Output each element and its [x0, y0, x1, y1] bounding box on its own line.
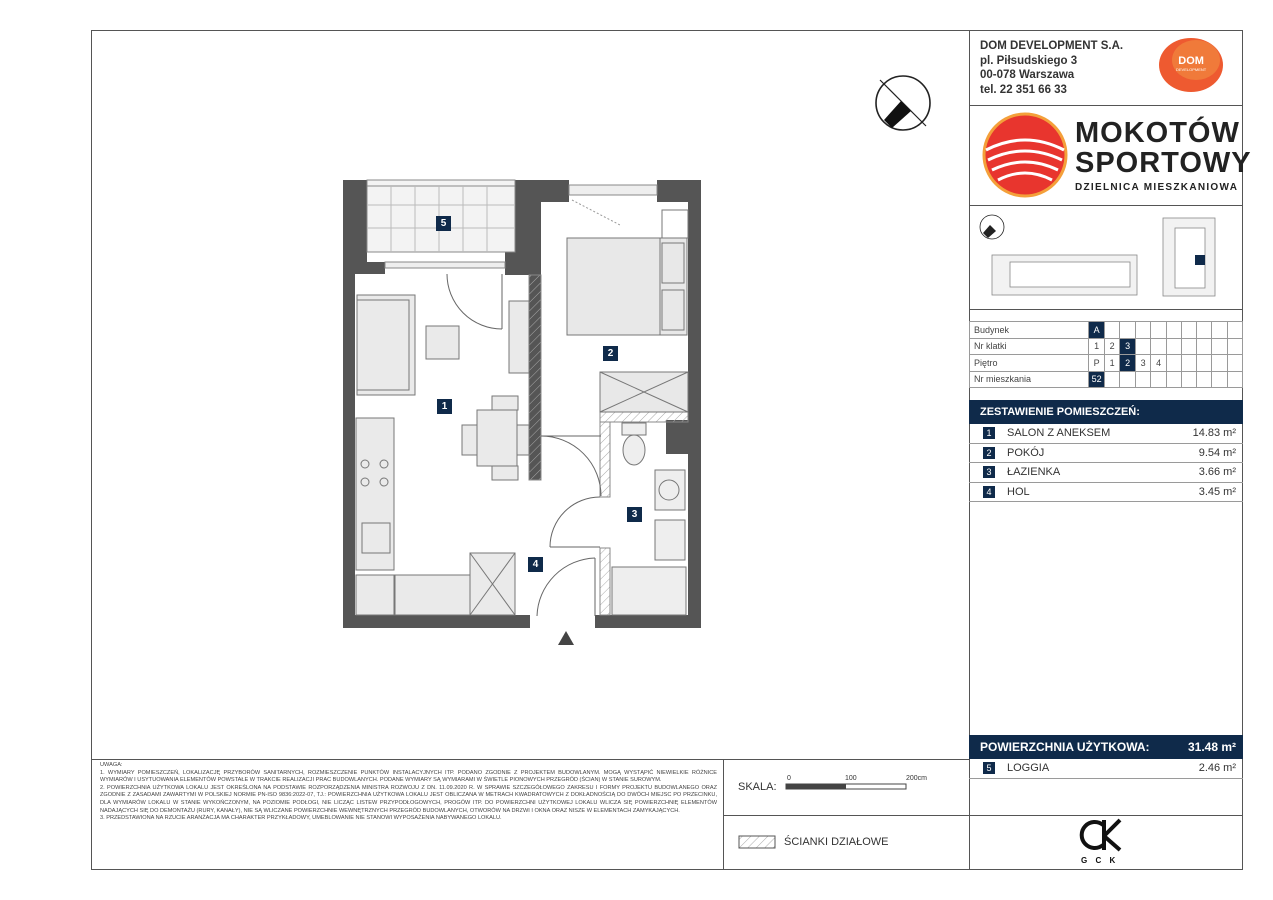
furniture	[356, 295, 529, 615]
entrance-arrow-icon	[558, 631, 574, 645]
total-area: POWIERZCHNIA UŻYTKOWA: 31.48 m²	[969, 735, 1243, 759]
partition-wall	[600, 412, 688, 422]
scale-tick-200: 200cm	[906, 775, 928, 782]
scale-tick-0: 0	[787, 775, 791, 782]
compass-icon	[876, 76, 930, 130]
partition-wall	[600, 422, 610, 497]
legend-hatch	[739, 836, 775, 848]
company-info	[980, 39, 1123, 97]
plan-label-5: 5	[436, 216, 451, 231]
company-address: pl. Piłsudskiego 3	[980, 54, 1078, 67]
plan-label-4: 4	[528, 557, 543, 572]
room-list	[969, 424, 1243, 502]
room-row: 4 HOL 3.45 m²	[969, 483, 1243, 503]
notes: UWAGA: 1. WYMIARY POMIESZCZEŃ, LOKALIZACJĘ PRZYBORÓW SANITARNYCH, ROZMIESZCZENIE PUNKTÓW INSTALACYJNYCH ITP. PODANO ZGODNIE Z PROJEKTEM BUDOWLANYM. MOGĄ WYSTĄPIĆ NIEWIELKIE RÓŻNICE WYMIARÓW I USYTUOWANIA ELEMENTÓW POWSTAŁE W TRAKCIE REALIZACJI PRAC BUDOWLANYCH. PODANE WYMIARY SĄ WYMIARAMI W ŚWIETLE PIONOWYCH PRZEGRÓD (ŚCIAN) W STANIE SUROWYM. 2. POWIERZCHNIA UŻYTKOWA LOKALU JEST OKREŚLONA NA PODSTAWIE ROZPORZĄDZENIA MINISTRA ROZWOJU Z DN. 11.09.2020 R. W SPRAWIE SZCZEGÓŁOWEGO ZAKRESU I FORMY PROJEKTU BUDOWLANEGO ORAZ ZGODNIE Z ZASADAMI ZAWARTYMI W POLSKIEJ NORMIE PN-ISO 9836:2022-07, TJ.: POWIERZCHNIA UŻYTKOWA LOKALU JEST OBLICZANA W METRACH KWADRATOWYCH Z DOKŁADNOŚCIĄ DO DWÓCH MIEJSC PO PRZECINKU, DLA WYMIARÓW LOKALU W STANIE WYKOŃCZONYM, NA POZIOMIE PODŁOGI, NIE LICZĄC LISTEW PRZYPODŁOGOWYCH, PROGÓW ITP. DO POWIERZCHNI UŻYTKOWEJ LOKALU WLICZA SIĘ POWIERZCHNIĘ ELEMENTÓW NADAJĄCYCH SIĘ DO DEMONTAŻU (RURY, KANAŁY), NIE SĄ WLICZANE POWIERZCHNIE WEWNĘTRZNYCH PRZEGRÓD BUDOWLANYCH, OTWORÓW NA DRZWI I OKNA ORAZ NISZE W ELEMENTACH ZAMYKAJĄCYCH. 3. PRZEDSTAWIONA NA RZUCIE ARANŻACJA MA CHARAKTER PRZYKŁADOWY, UMEBLOWANIE NIE STANOWI WYPOSAŻENIA NABYWANEGO LOKALU.	[100, 762, 717, 822]
room-row: 3 ŁAZIENKA 3.66 m²	[969, 463, 1243, 483]
legend-partition-label: ŚCIANKI DZIAŁOWE	[784, 836, 889, 848]
partition-wall	[529, 275, 541, 480]
room-row: 1 SALON Z ANEKSEM 14.83 m²	[969, 424, 1243, 444]
scale-bar	[786, 784, 906, 789]
company-name: DOM DEVELOPMENT S.A.	[980, 40, 1124, 52]
plan-label-1: 1	[437, 399, 452, 414]
summary-title: ZESTAWIENIE POMIESZCZEŃ:	[969, 400, 1243, 424]
company-city: 00-078 Warszawa	[980, 69, 1075, 81]
dom-logo-text: DOM DEVELOPMENT	[1176, 55, 1207, 72]
scale-label: SKALA:	[738, 781, 777, 793]
extra-room-list	[969, 759, 1243, 779]
window	[569, 185, 657, 195]
room-row: 2 POKÓJ 9.54 m²	[969, 444, 1243, 464]
scale-tick-100: 100	[845, 775, 857, 782]
room-row-loggia: 5 LOGGIA 2.46 m²	[969, 759, 1243, 779]
project-name: MOKOTÓW SPORTOWY DZIELNICA MIESZKANIOWA	[1075, 117, 1252, 193]
gck-letters: G C K	[1081, 856, 1119, 865]
company-phone: tel. 22 351 66 33	[980, 83, 1067, 96]
apartment-info-table: Budynek A Nr klatki 1 2 3 Piętro P 1 2 3 4 Nr mieszkania 52	[969, 321, 1243, 388]
partition-wall	[600, 548, 610, 615]
plan-label-3: 3	[627, 507, 642, 522]
plan-label-2: 2	[603, 346, 618, 361]
info-panel	[969, 30, 1252, 870]
